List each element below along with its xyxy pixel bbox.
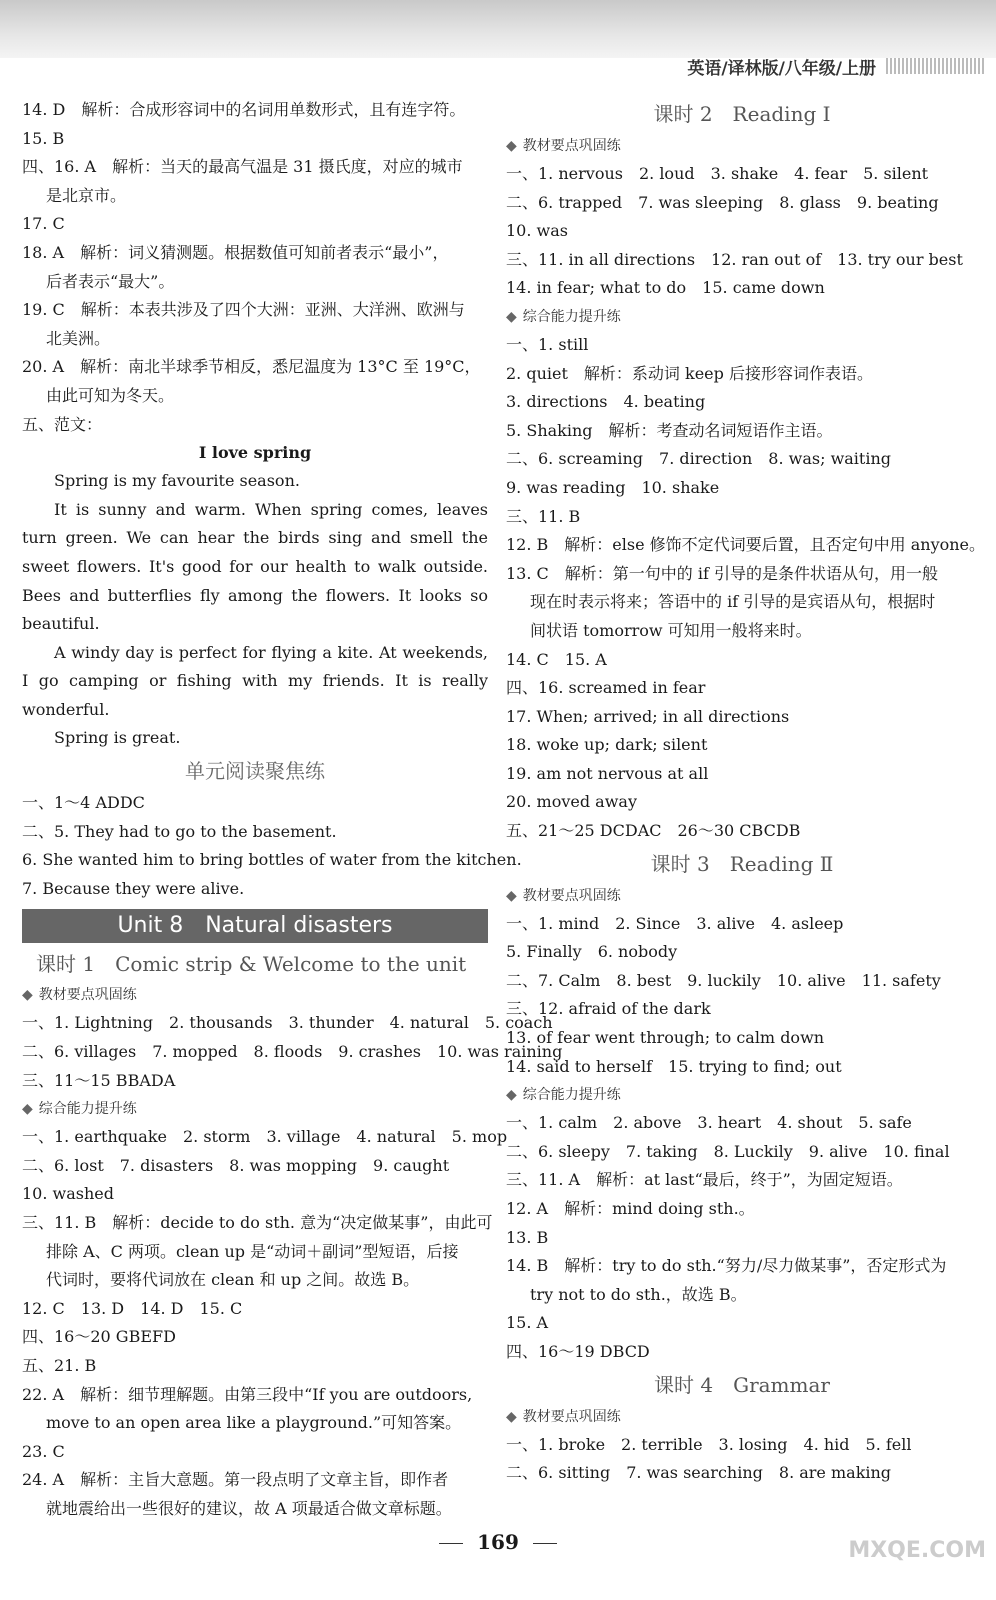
answer-line: 是北京市。: [46, 185, 127, 205]
essay-body: [22, 467, 488, 753]
answer-line: 五、21. B: [22, 1355, 97, 1375]
answer-line: 四、16～19 DBCD: [506, 1341, 650, 1361]
answer-line: 五、范文：: [22, 414, 103, 434]
answer-line: 北美洲。: [46, 328, 111, 348]
answer-line: 三、11～15 BBADA: [22, 1070, 176, 1090]
diamond-icon: ◆: [506, 308, 517, 325]
answer-line: 18. A 解析：词义猜测题。根据数值可知前者表示“最小”，: [22, 242, 449, 262]
diamond-icon: ◆: [506, 887, 517, 904]
answer-line: 五、21～25 DCDAC 26～30 CBCDB: [506, 821, 801, 841]
lesson4-title: 课时 4 Grammar: [654, 1372, 830, 1397]
answer-line: 二、6. sleepy 7. taking 8. Luckily 9. alive 10. final: [506, 1141, 950, 1161]
answer-line: 14. said to herself 15. trying to find; out: [506, 1056, 842, 1076]
answer-line: 13. of fear went through; to calm down: [506, 1028, 825, 1048]
lesson3-advanced-answers: [506, 1109, 978, 1366]
answer-line: 14. C 15. A: [506, 649, 607, 669]
answer-line: try not to do sth.，故选 B。: [530, 1284, 747, 1304]
diamond-icon: ◆: [506, 1408, 517, 1425]
answer-line: 二、6. villages 7. mopped 8. floods 9. crashes 10. was raining: [22, 1042, 563, 1062]
answer-line: 19. C 解析：本表共涉及了四个大洲：亚洲、大洋洲、欧洲与: [22, 300, 465, 320]
page-header-band: [0, 0, 996, 79]
answer-line: 19. am not nervous at all: [506, 763, 709, 783]
answer-line: 13. C 解析：第一句中的 if 引导的是条件状语从句，用一般: [506, 563, 938, 583]
answer-line: 10. was: [506, 221, 568, 241]
answer-line: 17. C: [22, 214, 65, 234]
answer-line: 一、1. Lightning 2. thousands 3. thunder 4. natural 5. coach: [22, 1013, 553, 1033]
essay-title: I love spring: [198, 443, 312, 463]
answer-line: 20. A 解析：南北半球季节相反，悉尼温度为 13°C 至 19°C，: [22, 357, 481, 377]
lesson3-basic-answers: [506, 910, 978, 1082]
answer-line: 四、16. A 解析：当天的最高气温是 31 摄氏度，对应的城市: [22, 157, 463, 177]
essay-paragraph: A windy day is perfect for flying a kite. At weekends, I go camping or fishing with my friends. It is really wonderful.: [22, 642, 488, 719]
diamond-icon: ◆: [506, 138, 517, 154]
answer-line: 三、11. A 解析：at last“最后，终于”，为固定短语。: [506, 1170, 903, 1190]
answer-line: move to an open area like a playground.”可知答案。: [46, 1413, 462, 1433]
answer-line: 后者表示“最大”。: [46, 271, 175, 291]
answer-line: 12. B 解析：else 修饰不定代词要后置，且否定句中用 anyone。: [506, 535, 986, 555]
answer-line: 22. A 解析：细节理解题。由第三段中“If you are outdoors,: [22, 1384, 473, 1404]
lesson2-advanced-answers: [506, 331, 986, 846]
answer-line: 二、6. screaming 7. direction 8. was; waiting: [506, 449, 892, 469]
section-heading: ◆ 综合能力提升练: [506, 308, 621, 325]
diamond-icon: ◆: [22, 987, 33, 1004]
answer-line: 18. woke up; dark; silent: [506, 735, 708, 755]
answer-line: 5. Shaking 解析：考查动名词短语作主语。: [506, 420, 833, 440]
answer-line: 9. was reading 10. shake: [506, 477, 720, 497]
book-tag: 英语/译林版/八年级/上册: [687, 59, 876, 79]
section-heading: ◆ 教材要点巩固练: [22, 987, 137, 1004]
answer-line: 二、6. lost 7. disasters 8. was mopping 9. caught: [22, 1155, 450, 1175]
answer-line: 排除 A、C 两项。clean up 是“动词＋副词”型短语，后接: [46, 1241, 459, 1261]
section-heading: ◆ 教材要点巩固练: [506, 1408, 621, 1425]
answer-line: 17. When; arrived; in all directions: [506, 706, 790, 726]
answer-line: 14. in fear; what to do 15. came down: [506, 278, 825, 298]
lesson3-title: 课时 3 Reading Ⅱ: [650, 851, 834, 876]
answer-line: 2. quiet 解析：系动词 keep 后接形容词作表语。: [506, 363, 873, 383]
answer-line: 一、1. mind 2. Since 3. alive 4. asleep: [506, 913, 844, 933]
answer-line: 二、7. Calm 8. best 9. luckily 10. alive 11. safety: [506, 970, 941, 990]
answer-line: 13. B: [506, 1227, 549, 1247]
section-heading: ◆ 教材要点巩固练: [506, 887, 621, 904]
essay-paragraph: Spring is great.: [54, 728, 181, 748]
diamond-icon: ◆: [22, 1101, 33, 1118]
answer-line: 20. moved away: [506, 792, 637, 812]
lesson2-basic-answers: [506, 160, 978, 303]
lesson4-basic-answers: [506, 1431, 978, 1488]
answer-line: 由此可知为冬天。: [46, 385, 175, 405]
answer-line: 23. C: [22, 1441, 65, 1461]
reading-focus-answers: [22, 789, 522, 903]
answer-line: 14. D 解析：合成形容词中的名词用单数形式，且有连字符。: [22, 100, 466, 119]
answer-line: 四、16. screamed in fear: [506, 678, 706, 698]
answer-line: 一、1. calm 2. above 3. heart 4. shout 5. safe: [506, 1113, 912, 1133]
answer-line: 24. A 解析：主旨大意题。第一段点明了文章主旨，即作者: [22, 1470, 449, 1490]
section-heading: ◆ 教材要点巩固练: [506, 138, 621, 154]
answer-line: 14. B 解析：try to do sth.“努力/尽力做某事”，否定形式为: [506, 1256, 947, 1276]
answer-line: 一、1. nervous 2. loud 3. shake 4. fear 5. silent: [506, 164, 929, 183]
answer-line: 四、16～20 GBEFD: [22, 1327, 176, 1347]
answer-line: 二、6. trapped 7. was sleeping 8. glass 9. beating: [506, 192, 939, 212]
answer-line: 一、1. earthquake 2. storm 3. village 4. natural 5. mop: [22, 1127, 508, 1147]
answer-line: 代词时，要将代词放在 clean 和 up 之间。故选 B。: [46, 1270, 420, 1290]
answer-line: 一、1. broke 2. terrible 3. losing 4. hid 5. fell: [506, 1434, 912, 1454]
answer-line: 一、1～4 ADDC: [22, 793, 145, 813]
diamond-icon: ◆: [506, 1087, 517, 1104]
answer-line: 12. C 13. D 14. D 15. C: [22, 1298, 243, 1318]
unit-title-bar: Unit 8 Natural disasters: [22, 909, 488, 943]
answer-line: 三、11. B: [506, 506, 581, 526]
answer-line: 间状语 tomorrow 可知用一般将来时。: [530, 620, 812, 640]
answer-line: 现在时表示将来；答语中的 if 引导的是宾语从句，根据时: [530, 592, 936, 612]
answer-line: 6. She wanted him to bring bottles of water from the kitchen.: [22, 850, 522, 870]
lesson1-advanced-answers: [22, 1123, 508, 1523]
answer-line: 三、11. B 解析：decide to do sth. 意为“决定做某事”，由此可: [22, 1213, 493, 1232]
essay-paragraph: It is sunny and warm. When spring comes, leaves turn green. We can hear the birds sing and smell the sweet flowers. It's good for our health to walk outside. Bees and butterflies fly among the flowers. It looks so beautiful.: [22, 499, 488, 634]
answers-block-top: [22, 96, 488, 439]
answer-line: 一、1. still: [506, 334, 589, 354]
answer-line: 三、12. afraid of the dark: [506, 999, 711, 1019]
answer-line: 7. Because they were alive.: [22, 878, 245, 898]
answer-line: 三、11. in all directions 12. ran out of 13. try our best: [506, 249, 963, 269]
section-heading: ◆ 综合能力提升练: [22, 1101, 137, 1118]
lesson2-title: 课时 2 Reading Ⅰ: [653, 102, 831, 126]
answer-line: 3. directions 4. beating: [506, 392, 706, 412]
answer-line: 10. washed: [22, 1184, 114, 1204]
page-number: 169: [0, 1530, 996, 1554]
answer-line: 12. A 解析：mind doing sth.。: [506, 1199, 755, 1218]
answer-line: 二、6. sitting 7. was searching 8. are making: [506, 1463, 892, 1483]
answer-line: 15. A: [506, 1313, 549, 1333]
header-dots: [886, 58, 986, 74]
reading-focus-title: 单元阅读聚焦练: [185, 759, 325, 784]
essay-paragraph: Spring is my favourite season.: [54, 471, 300, 491]
lesson1-title: 课时 1 Comic strip & Welcome to the unit: [36, 952, 467, 977]
answer-line: 5. Finally 6. nobody: [506, 942, 678, 962]
section-heading: ◆ 综合能力提升练: [506, 1087, 621, 1104]
right-column: [506, 96, 986, 1488]
lesson1-basic-answers: [22, 1009, 563, 1095]
answer-line: 二、5. They had to go to the basement.: [22, 821, 337, 841]
watermark: MXQE.COM: [848, 1538, 986, 1563]
answer-line: 就地震给出一些很好的建议，故 A 项最适合做文章标题。: [46, 1498, 452, 1518]
answer-line: 15. B: [22, 128, 65, 148]
